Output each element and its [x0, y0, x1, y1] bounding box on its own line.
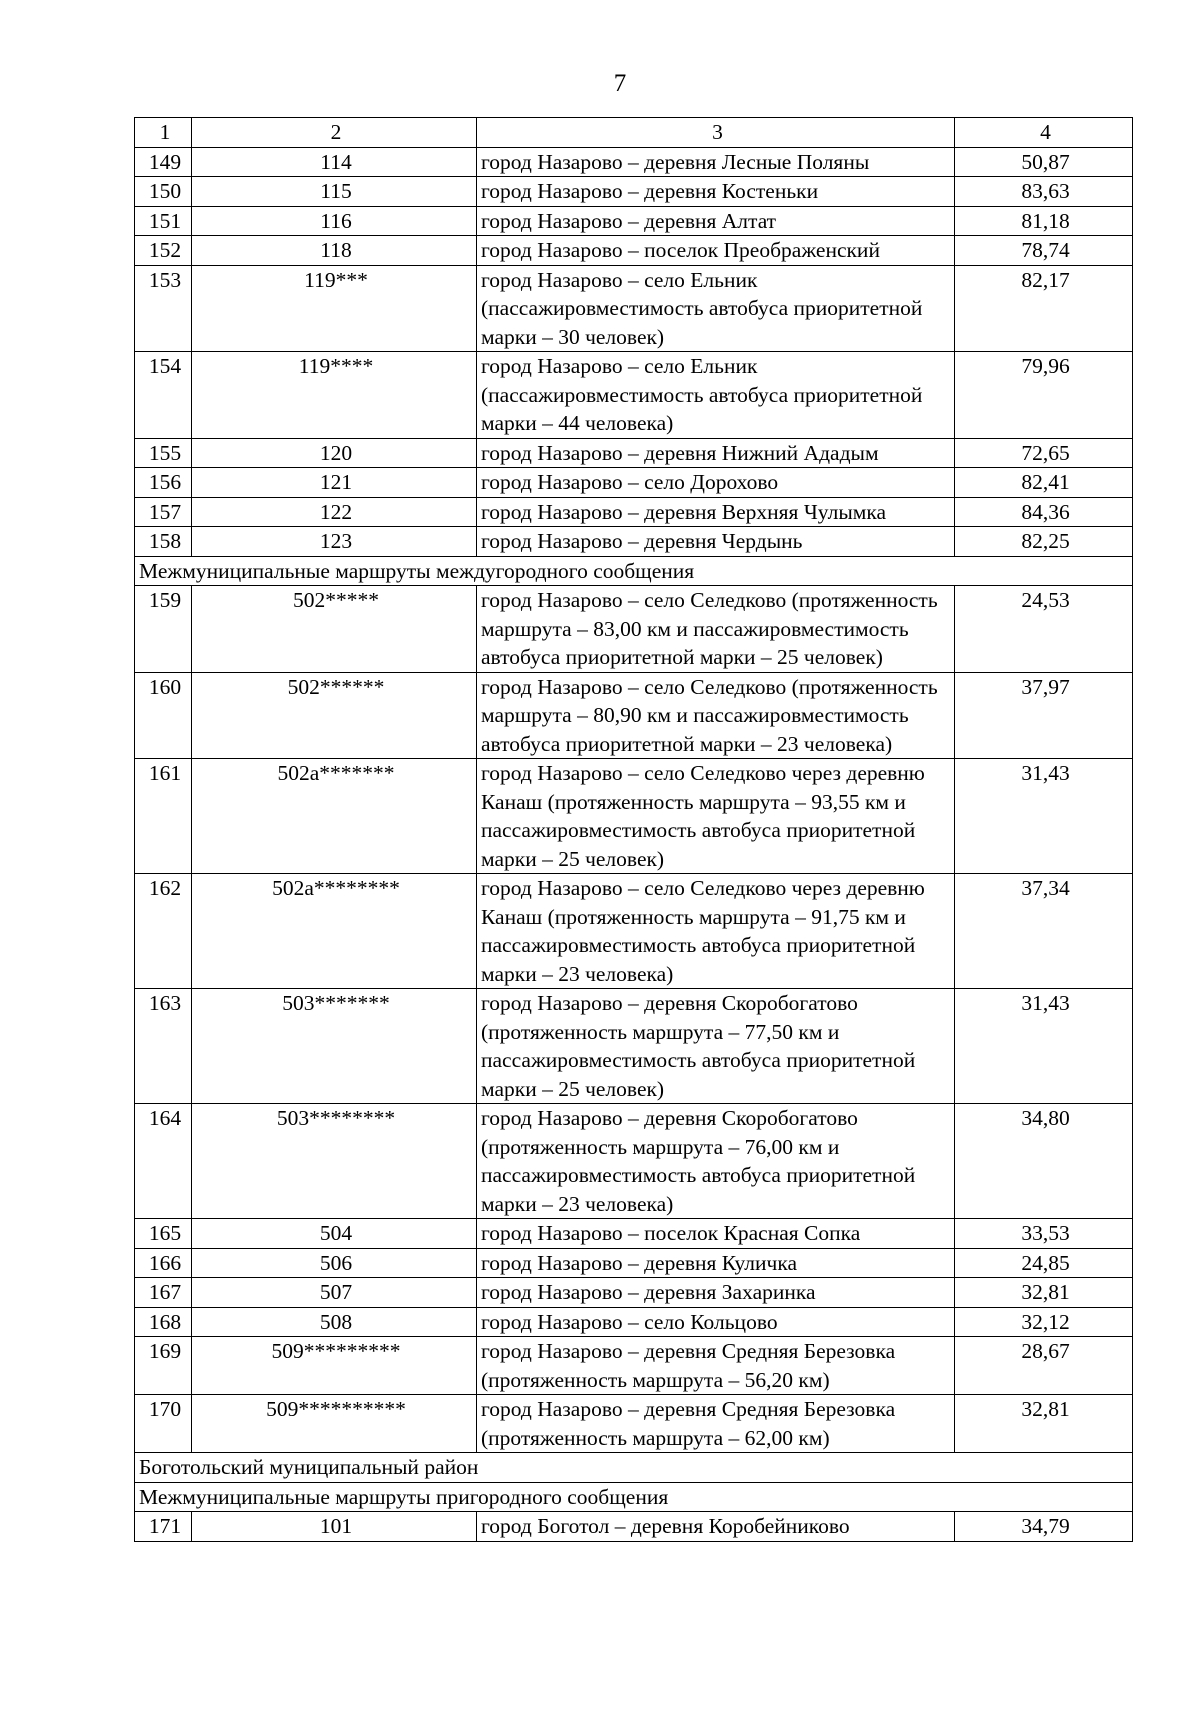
row-number-cell: 167 — [135, 1278, 192, 1308]
route-code-cell: 122 — [192, 497, 477, 527]
value-cell: 31,43 — [955, 759, 1133, 874]
table-row — [135, 759, 1133, 874]
table-body — [135, 118, 1133, 1542]
table-row — [135, 438, 1133, 468]
table-row — [135, 497, 1133, 527]
route-code-cell: 509********* — [192, 1337, 477, 1395]
table-row — [135, 1278, 1133, 1308]
route-code-cell: 118 — [192, 236, 477, 266]
route-code-cell: 114 — [192, 147, 477, 177]
table-row — [135, 177, 1133, 207]
row-number-cell: 164 — [135, 1104, 192, 1219]
value-cell: 37,97 — [955, 672, 1133, 759]
section-row — [135, 1482, 1133, 1512]
route-code-cell: 507 — [192, 1278, 477, 1308]
value-cell: 33,53 — [955, 1219, 1133, 1249]
route-name-cell: город Назарово – деревня Нижний Ададым — [477, 438, 955, 468]
table-row — [135, 586, 1133, 673]
route-name-cell: город Назарово – деревня Средняя Березовка (протяженность маршрута – 56,20 км) — [477, 1337, 955, 1395]
route-code-cell: 115 — [192, 177, 477, 207]
section-title: Межмуниципальные маршруты пригородного сообщения — [135, 1482, 1133, 1512]
section-row — [135, 556, 1133, 586]
route-name-cell: город Назарово – село Дорохово — [477, 468, 955, 498]
route-name-cell: город Назарово – деревня Захаринка — [477, 1278, 955, 1308]
route-code-cell: 120 — [192, 438, 477, 468]
value-cell: 82,17 — [955, 265, 1133, 352]
table-row — [135, 1104, 1133, 1219]
row-number-cell: 170 — [135, 1395, 192, 1453]
route-code-cell: 101 — [192, 1512, 477, 1542]
value-cell: 37,34 — [955, 874, 1133, 989]
route-code-cell: 506 — [192, 1248, 477, 1278]
route-code-cell: 508 — [192, 1307, 477, 1337]
route-name-cell: город Назарово – село Селедково через деревню Канаш (протяженность маршрута – 91,75 км и пассажировместимость автобуса приоритетной марки – 23 человека) — [477, 874, 955, 989]
table-row — [135, 1512, 1133, 1542]
route-code-cell: 504 — [192, 1219, 477, 1249]
value-cell: 82,41 — [955, 468, 1133, 498]
row-number-cell: 162 — [135, 874, 192, 989]
header-row — [135, 118, 1133, 148]
row-number-cell: 157 — [135, 497, 192, 527]
route-code-cell: 119**** — [192, 352, 477, 439]
route-code-cell: 503******* — [192, 989, 477, 1104]
row-number-cell: 165 — [135, 1219, 192, 1249]
value-cell: 31,43 — [955, 989, 1133, 1104]
row-number-cell: 158 — [135, 527, 192, 557]
route-name-cell: город Назарово – поселок Красная Сопка — [477, 1219, 955, 1249]
row-number-cell: 149 — [135, 147, 192, 177]
route-name-cell: город Назарово – деревня Скоробогатово (протяженность маршрута – 77,50 км и пассажировместимость автобуса приоритетной марки – 25 человек) — [477, 989, 955, 1104]
row-number-cell: 159 — [135, 586, 192, 673]
row-number-cell: 160 — [135, 672, 192, 759]
route-name-cell: город Назарово – деревня Чердынь — [477, 527, 955, 557]
table-row — [135, 468, 1133, 498]
route-code-cell: 502а******** — [192, 874, 477, 989]
row-number-cell: 169 — [135, 1337, 192, 1395]
route-code-cell: 503******** — [192, 1104, 477, 1219]
table-row — [135, 147, 1133, 177]
table-row — [135, 352, 1133, 439]
section-title: Межмуниципальные маршруты междугородного сообщения — [135, 556, 1133, 586]
route-name-cell: город Назарово – деревня Верхняя Чулымка — [477, 497, 955, 527]
route-code-cell: 502****** — [192, 672, 477, 759]
header-cell-3: 3 — [477, 118, 955, 148]
route-name-cell: город Назарово – деревня Костеньки — [477, 177, 955, 207]
route-name-cell: город Назарово – деревня Лесные Поляны — [477, 147, 955, 177]
route-name-cell: город Назарово – село Кольцово — [477, 1307, 955, 1337]
row-number-cell: 168 — [135, 1307, 192, 1337]
row-number-cell: 151 — [135, 206, 192, 236]
route-code-cell: 119*** — [192, 265, 477, 352]
table-row — [135, 1219, 1133, 1249]
route-name-cell: город Назарово – деревня Куличка — [477, 1248, 955, 1278]
table-row — [135, 265, 1133, 352]
value-cell: 72,65 — [955, 438, 1133, 468]
route-name-cell: город Назарово – село Селедково через деревню Канаш (протяженность маршрута – 93,55 км и пассажировместимость автобуса приоритетной марки – 25 человек) — [477, 759, 955, 874]
value-cell: 78,74 — [955, 236, 1133, 266]
route-code-cell: 116 — [192, 206, 477, 236]
row-number-cell: 156 — [135, 468, 192, 498]
route-code-cell: 502***** — [192, 586, 477, 673]
table-row — [135, 236, 1133, 266]
route-name-cell: город Назарово – село Ельник (пассажировместимость автобуса приоритетной марки – 30 человек) — [477, 265, 955, 352]
section-title: Боготольский муниципальный район — [135, 1453, 1133, 1483]
route-name-cell: город Назарово – село Селедково (протяженность маршрута – 80,90 км и пассажировместимость автобуса приоритетной марки – 23 человека) — [477, 672, 955, 759]
row-number-cell: 153 — [135, 265, 192, 352]
header-cell-1: 1 — [135, 118, 192, 148]
route-code-cell: 509********** — [192, 1395, 477, 1453]
row-number-cell: 154 — [135, 352, 192, 439]
value-cell: 34,80 — [955, 1104, 1133, 1219]
value-cell: 84,36 — [955, 497, 1133, 527]
page-number: 7 — [613, 70, 627, 97]
route-name-cell: город Назарово – деревня Средняя Березовка (протяженность маршрута – 62,00 км) — [477, 1395, 955, 1453]
value-cell: 28,67 — [955, 1337, 1133, 1395]
table-row — [135, 874, 1133, 989]
route-name-cell: город Назарово – село Ельник (пассажировместимость автобуса приоритетной марки – 44 человека) — [477, 352, 955, 439]
row-number-cell: 163 — [135, 989, 192, 1104]
header-cell-4: 4 — [955, 118, 1133, 148]
value-cell: 83,63 — [955, 177, 1133, 207]
value-cell: 50,87 — [955, 147, 1133, 177]
table-row — [135, 527, 1133, 557]
value-cell: 81,18 — [955, 206, 1133, 236]
table-row — [135, 1395, 1133, 1453]
route-name-cell: город Боготол – деревня Коробейниково — [477, 1512, 955, 1542]
row-number-cell: 152 — [135, 236, 192, 266]
table-row — [135, 989, 1133, 1104]
value-cell: 24,53 — [955, 586, 1133, 673]
value-cell: 32,12 — [955, 1307, 1133, 1337]
routes-table — [134, 117, 1133, 1542]
route-code-cell: 502а******* — [192, 759, 477, 874]
table-row — [135, 206, 1133, 236]
route-name-cell: город Назарово – деревня Алтат — [477, 206, 955, 236]
route-name-cell: город Назарово – поселок Преображенский — [477, 236, 955, 266]
value-cell: 34,79 — [955, 1512, 1133, 1542]
table-row — [135, 1248, 1133, 1278]
value-cell: 32,81 — [955, 1395, 1133, 1453]
table-row — [135, 1307, 1133, 1337]
row-number-cell: 161 — [135, 759, 192, 874]
row-number-cell: 166 — [135, 1248, 192, 1278]
table-row — [135, 1337, 1133, 1395]
value-cell: 82,25 — [955, 527, 1133, 557]
section-row — [135, 1453, 1133, 1483]
route-name-cell: город Назарово – деревня Скоробогатово (протяженность маршрута – 76,00 км и пассажировместимость автобуса приоритетной марки – 23 человека) — [477, 1104, 955, 1219]
row-number-cell: 150 — [135, 177, 192, 207]
value-cell: 79,96 — [955, 352, 1133, 439]
table-row — [135, 672, 1133, 759]
route-code-cell: 121 — [192, 468, 477, 498]
row-number-cell: 171 — [135, 1512, 192, 1542]
value-cell: 24,85 — [955, 1248, 1133, 1278]
route-code-cell: 123 — [192, 527, 477, 557]
header-cell-2: 2 — [192, 118, 477, 148]
row-number-cell: 155 — [135, 438, 192, 468]
value-cell: 32,81 — [955, 1278, 1133, 1308]
route-name-cell: город Назарово – село Селедково (протяженность маршрута – 83,00 км и пассажировместимость автобуса приоритетной марки – 25 человек) — [477, 586, 955, 673]
